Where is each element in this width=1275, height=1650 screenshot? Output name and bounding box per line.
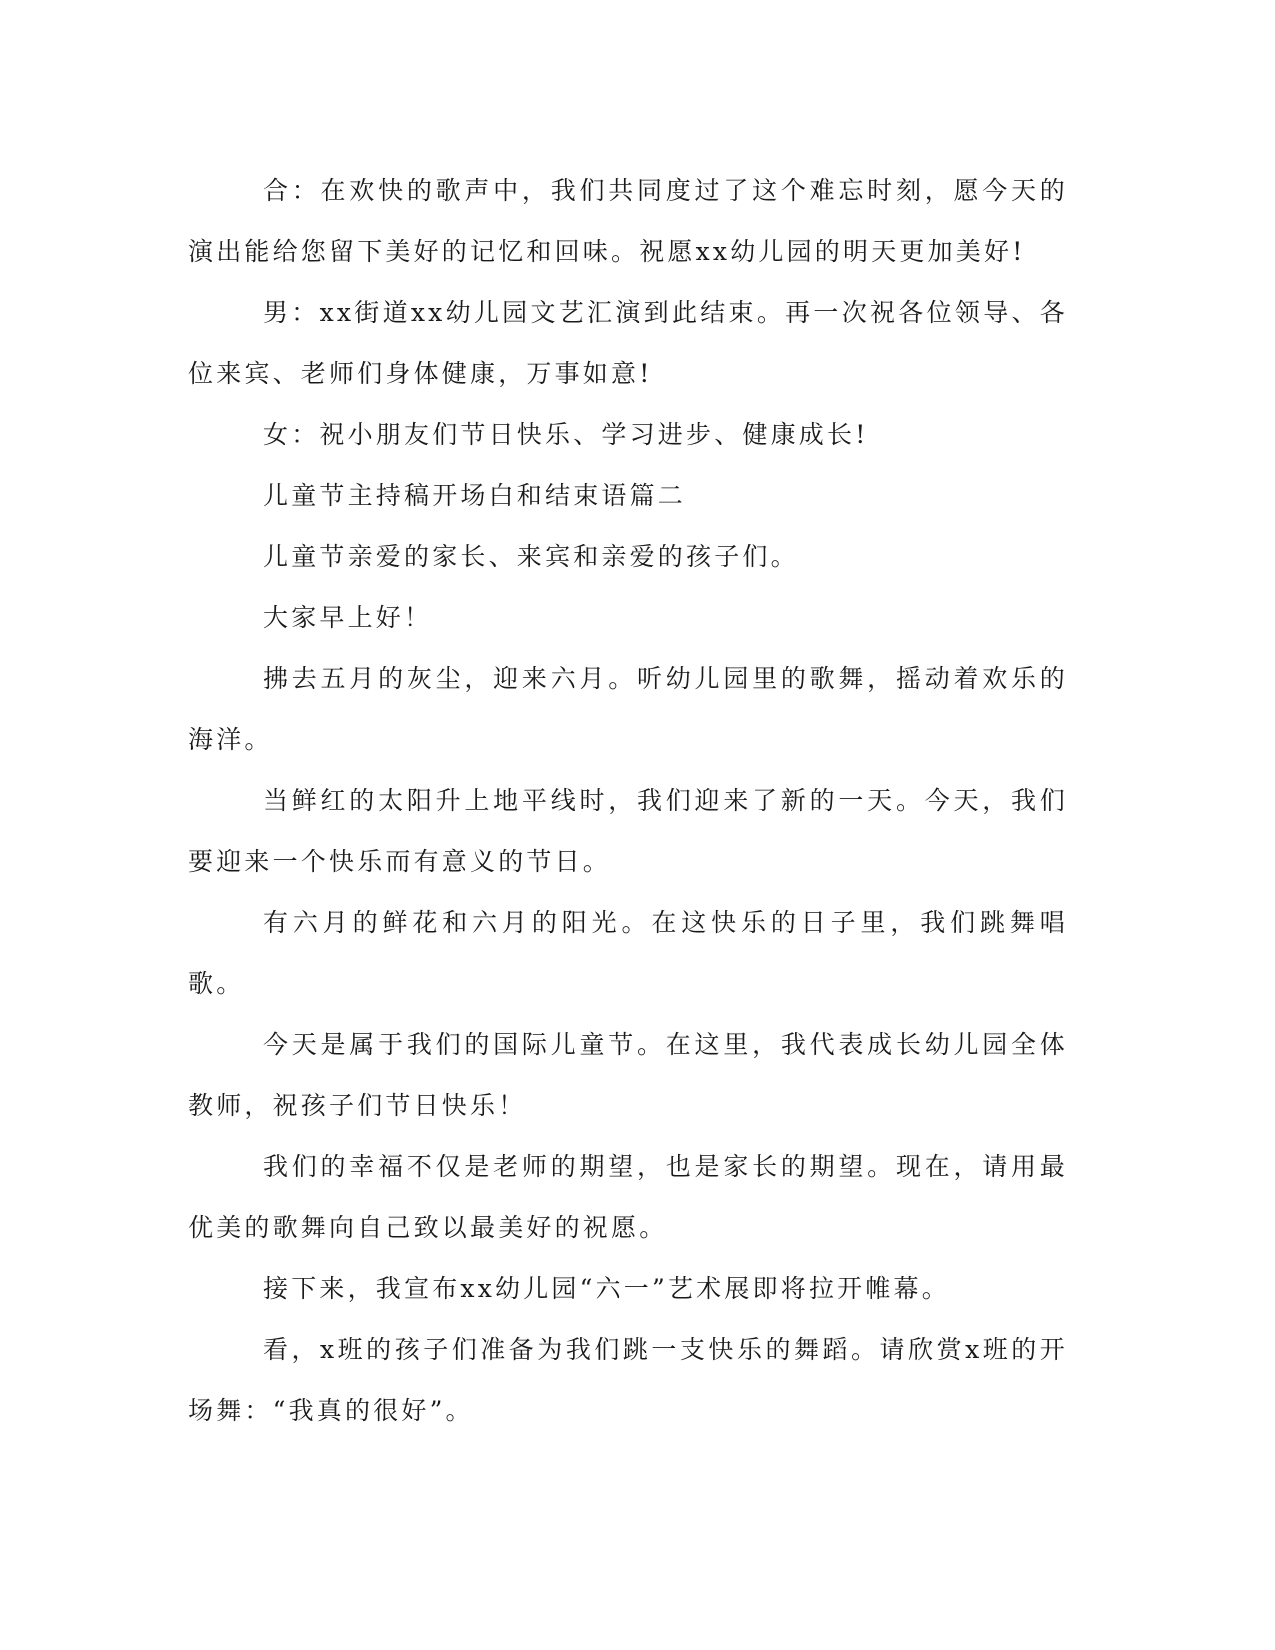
document-body [188,160,1068,1441]
paragraph: 拂去五月的灰尘，迎来六月。听幼儿园里的歌舞，摇动着欢乐的海洋。 [188,664,1068,754]
paragraph: 有六月的鲜花和六月的阳光。在这快乐的日子里，我们跳舞唱歌。 [188,908,1068,998]
paragraph: 儿童节亲爱的家长、来宾和亲爱的孩子们。 [263,542,799,571]
paragraph: 合：在欢快的歌声中，我们共同度过了这个难忘时刻，愿今天的演出能给您留下美好的记忆和回味。祝愿xx幼儿园的明天更加美好! [188,176,1068,266]
paragraph: 看，x班的孩子们准备为我们跳一支快乐的舞蹈。请欣赏x班的开场舞：“我真的很好”。 [188,1335,1068,1425]
section-heading: 儿童节主持稿开场白和结束语篇二 [263,481,687,510]
paragraph: 大家早上好！ [263,603,433,632]
paragraph: 当鲜红的太阳升上地平线时，我们迎来了新的一天。今天，我们要迎来一个快乐而有意义的节日。 [188,786,1068,876]
paragraph: 今天是属于我们的国际儿童节。在这里，我代表成长幼儿园全体教师，祝孩子们节日快乐！ [188,1030,1068,1120]
paragraph: 接下来，我宣布xx幼儿园“六一”艺术展即将拉开帷幕。 [263,1274,950,1303]
paragraph: 我们的幸福不仅是老师的期望，也是家长的期望。现在，请用最优美的歌舞向自己致以最美好的祝愿。 [188,1152,1068,1242]
paragraph: 女：祝小朋友们节日快乐、学习进步、健康成长! [263,420,869,449]
paragraph: 男：xx街道xx幼儿园文艺汇演到此结束。再一次祝各位领导、各位来宾、老师们身体健康，万事如意! [188,298,1068,388]
